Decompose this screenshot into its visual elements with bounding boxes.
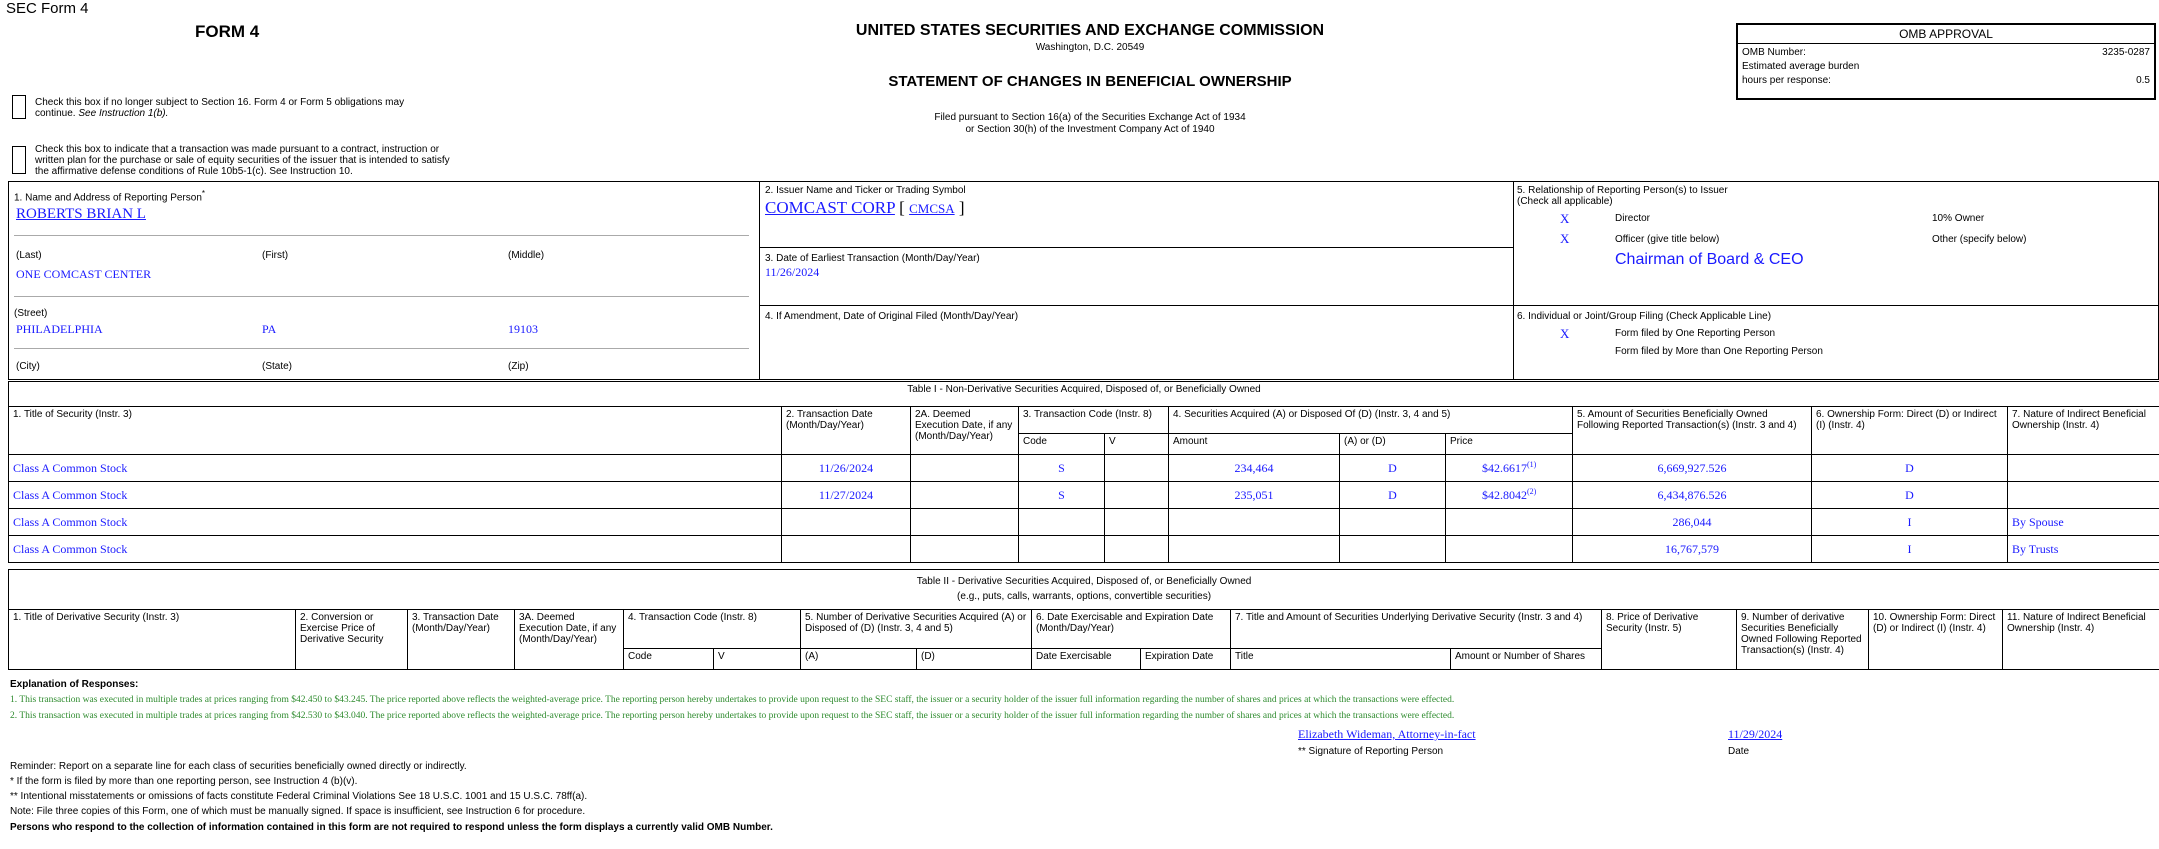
t1-h-code: 3. Transaction Code (Instr. 8) bbox=[1019, 407, 1169, 434]
row-code: S bbox=[1019, 482, 1105, 509]
omb-burden-label: Estimated average burden bbox=[1742, 61, 1860, 72]
zip-value: 19103 bbox=[508, 322, 538, 336]
earliest-date-label: 3. Date of Earliest Transaction (Month/Day/Year) bbox=[765, 253, 980, 264]
t1-h-owned: 5. Amount of Securities Beneficially Owned Following Reported Transaction(s) (Instr. 3 and 4) bbox=[1573, 407, 1812, 455]
table-1 bbox=[8, 381, 2159, 563]
section16-text bbox=[35, 97, 435, 119]
row-ad: D bbox=[1340, 482, 1446, 509]
omb-hours-label: hours per response: bbox=[1742, 75, 1831, 86]
row-form: D bbox=[1812, 482, 2008, 509]
omb-number-label: OMB Number: bbox=[1742, 47, 1806, 58]
director-mark[interactable]: X bbox=[1560, 211, 1570, 226]
t2-sh-a: (A) bbox=[801, 649, 917, 670]
info-grid bbox=[8, 181, 2159, 380]
t2-sh-expiration: Expiration Date bbox=[1141, 649, 1231, 670]
table-2 bbox=[8, 569, 2159, 670]
footer-persons: Persons who respond to the collection of information contained in this form are not required to respond unless the form displays a currently valid OMB Number. bbox=[10, 822, 773, 833]
rule10b5-text: Check this box to indicate that a transaction was made pursuant to a contract, instruction or written plan for the purchase or sale of equity securities of the issuer that is intended to satisfy the affirmative defense conditions of Rule 10b5-1(c). See Instruction 10. bbox=[35, 144, 450, 177]
row-amount: 234,464 bbox=[1169, 455, 1340, 482]
row-amount: 235,051 bbox=[1169, 482, 1340, 509]
row-owned: 16,767,579 bbox=[1573, 536, 1812, 563]
agency-title: UNITED STATES SECURITIES AND EXCHANGE COMMISSION bbox=[855, 22, 1325, 39]
section16-text-see: See Instruction 1(b). bbox=[78, 108, 169, 119]
filed-line-2: or Section 30(h) of the Investment Company Act of 1940 bbox=[965, 124, 1215, 135]
other-label: Other (specify below) bbox=[1932, 234, 2027, 245]
row-v bbox=[1105, 536, 1169, 563]
t2-h10: 10. Ownership Form: Direct (D) or Indirect (I) (Instr. 4) bbox=[1869, 610, 2003, 670]
close-bracket: ] bbox=[958, 198, 965, 217]
t1-sh-code: Code bbox=[1019, 434, 1105, 455]
street-label: (Street) bbox=[14, 308, 48, 319]
t1-h-date: 2. Transaction Date (Month/Day/Year) bbox=[782, 407, 911, 455]
city-label: (City) bbox=[16, 361, 40, 372]
row-form: D bbox=[1812, 455, 2008, 482]
row-date: 11/27/2024 bbox=[782, 482, 911, 509]
t2-sh-d: (D) bbox=[917, 649, 1032, 670]
officer-title: Chairman of Board & CEO bbox=[1615, 251, 1804, 268]
t2-h4: 4. Transaction Code (Instr. 8) bbox=[624, 610, 801, 649]
row-price-footnote[interactable]: (1) bbox=[1527, 460, 1537, 469]
row-price bbox=[1446, 482, 1573, 509]
row-ad bbox=[1340, 509, 1446, 536]
issuer-name-link[interactable]: COMCAST CORP bbox=[765, 198, 895, 217]
relationship-sub: (Check all applicable) bbox=[1517, 196, 1613, 207]
row-v bbox=[1105, 509, 1169, 536]
t2-h3: 3. Transaction Date (Month/Day/Year) bbox=[408, 610, 515, 670]
row-price-footnote[interactable]: (2) bbox=[1527, 487, 1537, 496]
row-deemed bbox=[911, 536, 1019, 563]
officer-label: Officer (give title below) bbox=[1615, 234, 1720, 245]
t1-h-nature: 7. Nature of Indirect Beneficial Ownership (Instr. 4) bbox=[2008, 407, 2159, 455]
rule10b5-checkbox[interactable] bbox=[12, 146, 26, 177]
date-label: Date bbox=[1728, 746, 1750, 757]
signature-date[interactable]: 11/29/2024 bbox=[1728, 727, 1783, 741]
earliest-date-value: 11/26/2024 bbox=[765, 265, 820, 279]
t2-sh-v: V bbox=[714, 649, 801, 670]
t1-sh-v: V bbox=[1105, 434, 1169, 455]
filing-one-label: Form filed by One Reporting Person bbox=[1615, 328, 1776, 339]
row-title: Class A Common Stock bbox=[9, 482, 782, 509]
table2-title-main: Table II - Derivative Securities Acquired, Disposed of, or Beneficially Owned bbox=[916, 576, 1252, 587]
row-date bbox=[782, 509, 911, 536]
row-date: 11/26/2024 bbox=[782, 455, 911, 482]
street-value: ONE COMCAST CENTER bbox=[16, 267, 152, 281]
row-nature bbox=[2008, 455, 2159, 482]
row-ad bbox=[1340, 536, 1446, 563]
t1-h-title: 1. Title of Security (Instr. 3) bbox=[9, 407, 782, 455]
footer-star1: * If the form is filed by more than one reporting person, see Instruction 4 (b)(v). bbox=[10, 776, 358, 787]
row-v bbox=[1105, 482, 1169, 509]
footnote-2: 2. This transaction was executed in multiple trades at prices ranging from $42.530 to $43.040. The price reported above reflects the weighted-average price. The reporting person hereby undertakes to provide upon request to the SEC staff, the issuer or a security holder of the issuer full information regarding the number of shares and prices at which the transactions were effected. bbox=[10, 711, 1455, 721]
row-deemed bbox=[911, 482, 1019, 509]
row-code: S bbox=[1019, 455, 1105, 482]
row-date bbox=[782, 536, 911, 563]
section16-checkbox[interactable] bbox=[12, 95, 26, 122]
table-row bbox=[9, 536, 2159, 563]
owner10-label: 10% Owner bbox=[1932, 213, 1985, 224]
reporter-label: 1. Name and Address of Reporting Person* bbox=[14, 189, 206, 204]
filed-line-1: Filed pursuant to Section 16(a) of the Securities Exchange Act of 1934 bbox=[934, 112, 1246, 123]
row-deemed bbox=[911, 455, 1019, 482]
form-title: FORM 4 bbox=[195, 22, 260, 41]
footer-star2: ** Intentional misstatements or omissions of facts constitute Federal Criminal Violations See 18 U.S.C. 1001 and 15 U.S.C. 78ff(a). bbox=[10, 791, 588, 802]
footer-reminder: Reminder: Report on a separate line for each class of securities beneficially owned directly or indirectly. bbox=[10, 761, 467, 772]
table-row bbox=[9, 509, 2159, 536]
row-price bbox=[1446, 509, 1573, 536]
relationship-label: 5. Relationship of Reporting Person(s) to Issuer bbox=[1517, 185, 1728, 196]
row-price bbox=[1446, 455, 1573, 482]
row-owned: 6,669,927.526 bbox=[1573, 455, 1812, 482]
row-deemed bbox=[911, 509, 1019, 536]
row-amount bbox=[1169, 536, 1340, 563]
footnote-1: 1. This transaction was executed in multiple trades at prices ranging from $42.450 to $43.245. The price reported above reflects the weighted-average price. The reporting person hereby undertakes to provide upon request to the SEC staff, the issuer or a security holder of the issuer full information regarding the number of shares and prices at which the transactions were effected. bbox=[10, 695, 1455, 705]
table2-title bbox=[9, 570, 2159, 610]
director-label: Director bbox=[1615, 213, 1651, 224]
t2-h2: 2. Conversion or Exercise Price of Derivative Security bbox=[296, 610, 408, 670]
city-value: PHILADELPHIA bbox=[16, 322, 103, 336]
row-title: Class A Common Stock bbox=[9, 509, 782, 536]
t2-h5: 5. Number of Derivative Securities Acquired (A) or Disposed of (D) (Instr. 3, 4 and 5) bbox=[801, 610, 1032, 649]
section16-text-main: Check this box if no longer subject to Section 16. Form 4 or Form 5 obligations may continue. bbox=[35, 97, 405, 119]
t1-sh-amount: Amount bbox=[1169, 434, 1340, 455]
t2-h6: 6. Date Exercisable and Expiration Date (Month/Day/Year) bbox=[1032, 610, 1231, 649]
issuer-line bbox=[765, 198, 965, 218]
t2-sh-code: Code bbox=[624, 649, 714, 670]
signature-label: ** Signature of Reporting Person bbox=[1298, 746, 1444, 757]
row-nature: By Spouse bbox=[2008, 509, 2159, 536]
filing-more-label: Form filed by More than One Reporting Person bbox=[1615, 346, 1823, 357]
ticker-link[interactable]: CMCSA bbox=[909, 201, 955, 216]
zip-label: (Zip) bbox=[508, 361, 529, 372]
row-nature: By Trusts bbox=[2008, 536, 2159, 563]
omb-title: OMB APPROVAL bbox=[1738, 25, 2154, 44]
t1-sh-ad: (A) or (D) bbox=[1340, 434, 1446, 455]
explanation-label: Explanation of Responses: bbox=[10, 679, 139, 690]
row-nature bbox=[2008, 482, 2159, 509]
footer-note: Note: File three copies of this Form, one of which must be manually signed. If space is insufficient, see Instruction 6 for procedure. bbox=[10, 806, 586, 817]
statement-title: STATEMENT OF CHANGES IN BENEFICIAL OWNERSHIP bbox=[888, 73, 1292, 90]
filing-one-mark[interactable]: X bbox=[1560, 326, 1570, 341]
filing-label: 6. Individual or Joint/Group Filing (Check Applicable Line) bbox=[1517, 311, 1772, 322]
last-label: (Last) bbox=[16, 250, 42, 261]
issuer-label: 2. Issuer Name and Ticker or Trading Symbol bbox=[765, 185, 966, 196]
table-row bbox=[9, 482, 2159, 509]
t2-h11: 11. Nature of Indirect Beneficial Ownership (Instr. 4) bbox=[2003, 610, 2159, 670]
row-ad: D bbox=[1340, 455, 1446, 482]
row-code bbox=[1019, 536, 1105, 563]
state-value: PA bbox=[262, 322, 277, 336]
row-amount bbox=[1169, 509, 1340, 536]
officer-mark[interactable]: X bbox=[1560, 231, 1570, 246]
signature-name[interactable]: Elizabeth Wideman, Attorney-in-fact bbox=[1298, 727, 1476, 741]
row-price-value: $42.6617 bbox=[1482, 461, 1527, 475]
t2-h8: 8. Price of Derivative Security (Instr. 5) bbox=[1602, 610, 1737, 670]
table1-title: Table I - Non-Derivative Securities Acquired, Disposed of, or Beneficially Owned bbox=[9, 382, 2159, 407]
t2-sh-title: Title bbox=[1231, 649, 1451, 670]
reporter-name-link[interactable]: ROBERTS BRIAN L bbox=[16, 206, 146, 222]
row-title: Class A Common Stock bbox=[9, 455, 782, 482]
t1-h-deemed: 2A. Deemed Execution Date, if any (Month/Day/Year) bbox=[911, 407, 1019, 455]
first-label: (First) bbox=[262, 250, 289, 261]
open-bracket: [ bbox=[899, 198, 905, 217]
omb-hours-value: 0.5 bbox=[2136, 75, 2150, 86]
t2-sh-amount: Amount or Number of Shares bbox=[1451, 649, 1602, 670]
t2-h3a: 3A. Deemed Execution Date, if any (Month/Day/Year) bbox=[515, 610, 624, 670]
t2-sh-exercisable: Date Exercisable bbox=[1032, 649, 1141, 670]
t1-h-acquired: 4. Securities Acquired (A) or Disposed Of (D) (Instr. 3, 4 and 5) bbox=[1169, 407, 1573, 434]
agency-location: Washington, D.C. 20549 bbox=[1035, 42, 1145, 53]
t1-sh-price: Price bbox=[1446, 434, 1573, 455]
state-label: (State) bbox=[262, 361, 293, 372]
row-form: I bbox=[1812, 536, 2008, 563]
row-code bbox=[1019, 509, 1105, 536]
omb-box bbox=[1736, 23, 2156, 100]
row-owned: 286,044 bbox=[1573, 509, 1812, 536]
middle-label: (Middle) bbox=[508, 250, 545, 261]
t2-h1: 1. Title of Derivative Security (Instr. 3) bbox=[9, 610, 296, 670]
row-form: I bbox=[1812, 509, 2008, 536]
table2-subtitle: (e.g., puts, calls, warrants, options, convertible securities) bbox=[957, 591, 1212, 602]
omb-number-value: 3235-0287 bbox=[2102, 47, 2150, 58]
tab-title: SEC Form 4 bbox=[6, 0, 89, 17]
t2-h9: 9. Number of derivative Securities Beneficially Owned Following Reported Transaction(s) (Instr. 4) bbox=[1737, 610, 1869, 670]
table-row bbox=[9, 455, 2159, 482]
row-title: Class A Common Stock bbox=[9, 536, 782, 563]
row-price-value: $42.8042 bbox=[1482, 488, 1527, 502]
amendment-label: 4. If Amendment, Date of Original Filed (Month/Day/Year) bbox=[765, 311, 1019, 322]
row-price bbox=[1446, 536, 1573, 563]
t1-h-form: 6. Ownership Form: Direct (D) or Indirect (I) (Instr. 4) bbox=[1812, 407, 2008, 455]
t2-h7: 7. Title and Amount of Securities Underlying Derivative Security (Instr. 3 and 4) bbox=[1231, 610, 1602, 649]
row-v bbox=[1105, 455, 1169, 482]
row-owned: 6,434,876.526 bbox=[1573, 482, 1812, 509]
